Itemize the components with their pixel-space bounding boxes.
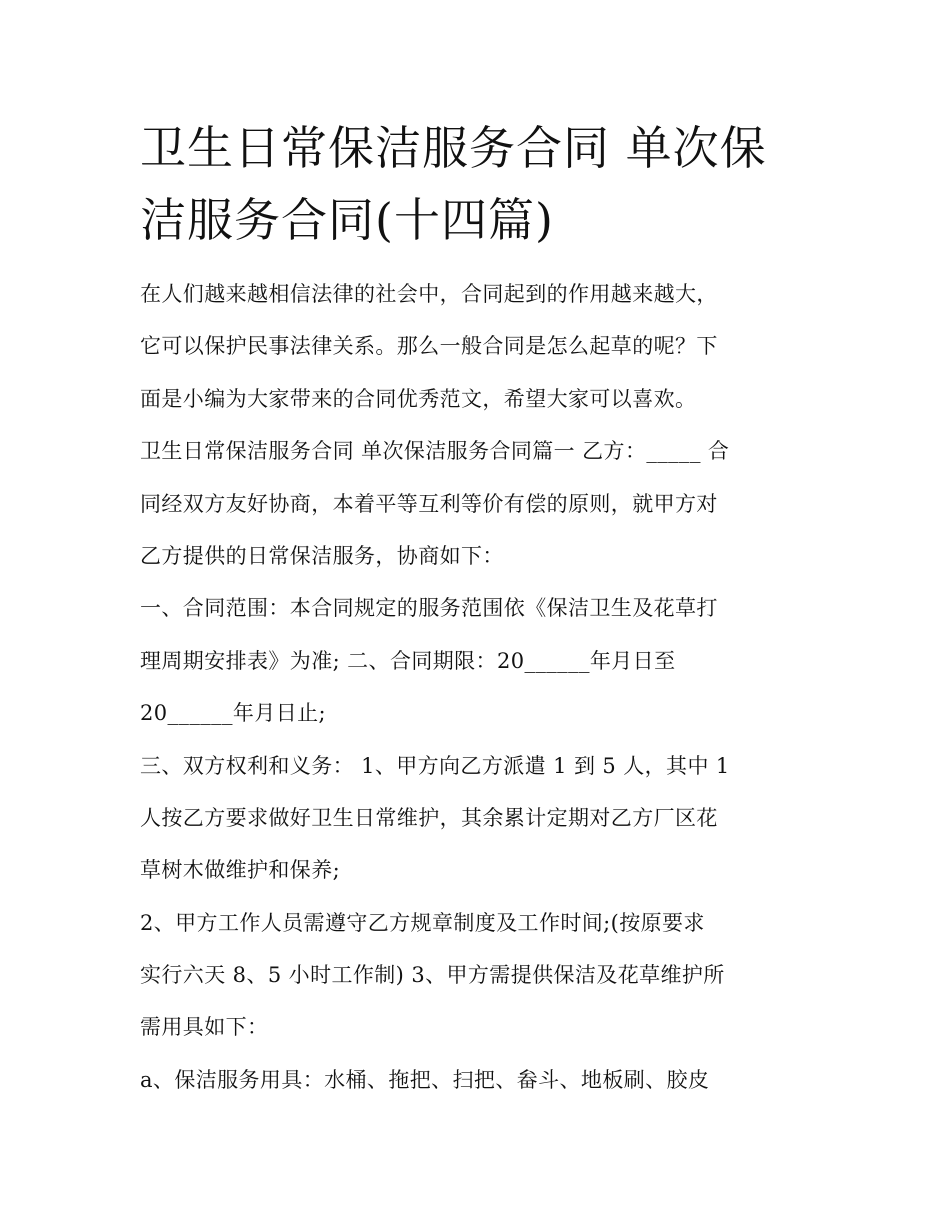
body-line: 需用具如下： xyxy=(140,1015,269,1040)
title-line: 洁服务合同(十四篇) xyxy=(140,193,554,247)
body-line: 实行六天 8、5 小时工作制) 3、甲方需提供保洁及花草维护所 xyxy=(140,963,725,988)
body-line: 草树木做维护和保养; xyxy=(140,858,341,883)
body-line: 在人们越来越相信法律的社会中，合同起到的作用越来越大， xyxy=(140,282,718,306)
body-line: 理周期安排表》为准; 二、合同期限：20______年月日至 xyxy=(140,648,676,673)
body-line: 人按乙方要求做好卫生日常维护，其余累计定期对乙方厂区花 xyxy=(140,805,718,830)
body-line: 乙方提供的日常保洁服务，协商如下： xyxy=(140,543,504,568)
body-line: a、保洁服务用具：水桶、拖把、扫把、畚斗、地板刷、胶皮 xyxy=(140,1067,710,1092)
body-line: 面是小编为大家带来的合同优秀范文，希望大家可以喜欢。 xyxy=(140,386,697,411)
body-line: 它可以保护民事法律关系。那么一般合同是怎么起草的呢？下 xyxy=(140,334,718,359)
body-line: 同经双方友好协商，本着平等互利等价有偿的原则，就甲方对 xyxy=(140,491,718,516)
document-body xyxy=(140,282,830,1120)
body-line: 20______年月日止; xyxy=(140,701,326,726)
body-line: 2、甲方工作人员需遵守乙方规章制度及工作时间;(按原要求 xyxy=(140,910,705,935)
body-line: 卫生日常保洁服务合同 单次保洁服务合同篇一 乙方：_____ 合 xyxy=(140,439,730,464)
title-line: 卫生日常保洁服务合同 单次保 xyxy=(140,121,767,175)
body-line: 三、双方权利和义务： 1、甲方向乙方派遣 1 到 5 人，其中 1 xyxy=(140,753,730,778)
body-line: 一、合同范围：本合同规定的服务范围依《保洁卫生及花草打 xyxy=(140,596,718,621)
document-title xyxy=(140,112,820,256)
